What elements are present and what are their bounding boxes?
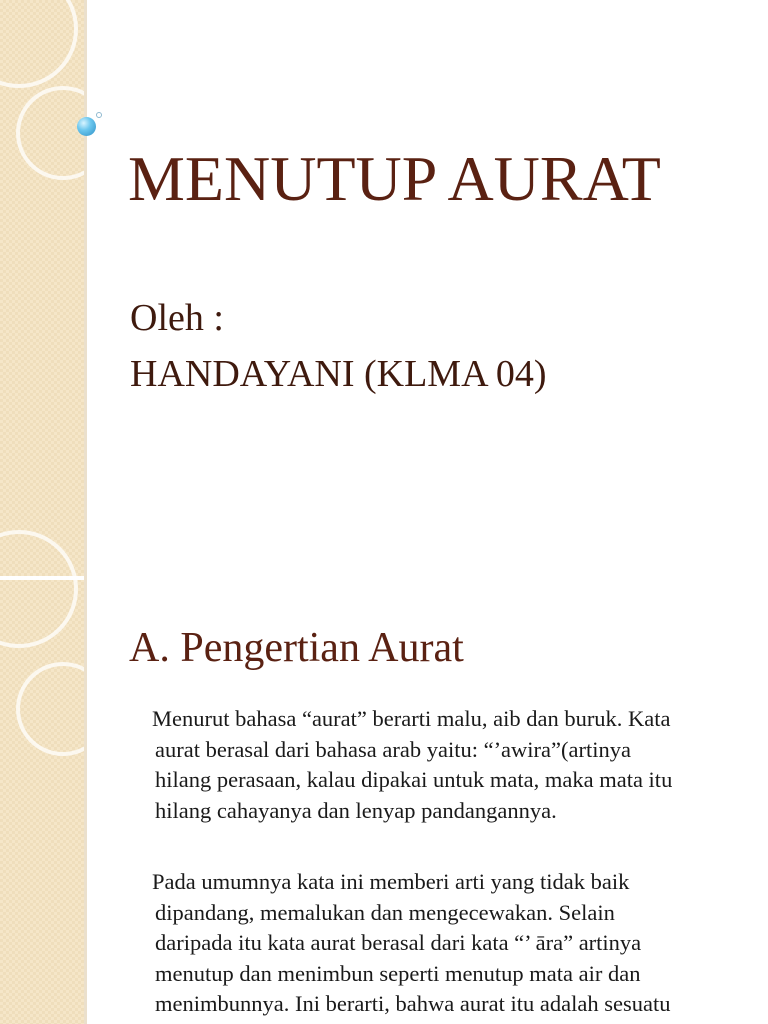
decorative-ring (0, 0, 78, 88)
slide-title: MENUTUP AURAT (128, 143, 661, 214)
small-bubble-icon (96, 112, 102, 118)
by-label: Oleh : (130, 297, 224, 339)
section-heading: A. Pengertian Aurat (129, 625, 464, 671)
bubble-icon (77, 117, 96, 136)
decorative-sidebar (0, 0, 84, 1024)
decorative-ring (16, 662, 84, 756)
decorative-ring (0, 530, 78, 648)
sidebar-edge (84, 0, 87, 1024)
slide-divider (0, 576, 84, 580)
decorative-ring (16, 86, 84, 180)
body-paragraph: Menurut bahasa “aurat” berarti malu, aib dan buruk. Kata aurat berasal dari bahasa arab yaitu: “’awira”(artinya hilang perasaan, kalau dipakai untuk mata, maka mata itu hilang cahayanya dan lenyap pandangannya. (152, 706, 673, 823)
body-paragraph: Pada umumnya kata ini memberi arti yang tidak baik dipandang, memalukan dan mengecewakan. Selain daripada itu kata aurat berasal dari kata “’ āra” artinya menutup dan menimbun seperti menutup mata air dan menimbunnya. Ini berarti, bahwa aurat itu adalah sesuatu (152, 869, 671, 1016)
author-name: HANDAYANI (KLMA 04) (130, 353, 547, 395)
